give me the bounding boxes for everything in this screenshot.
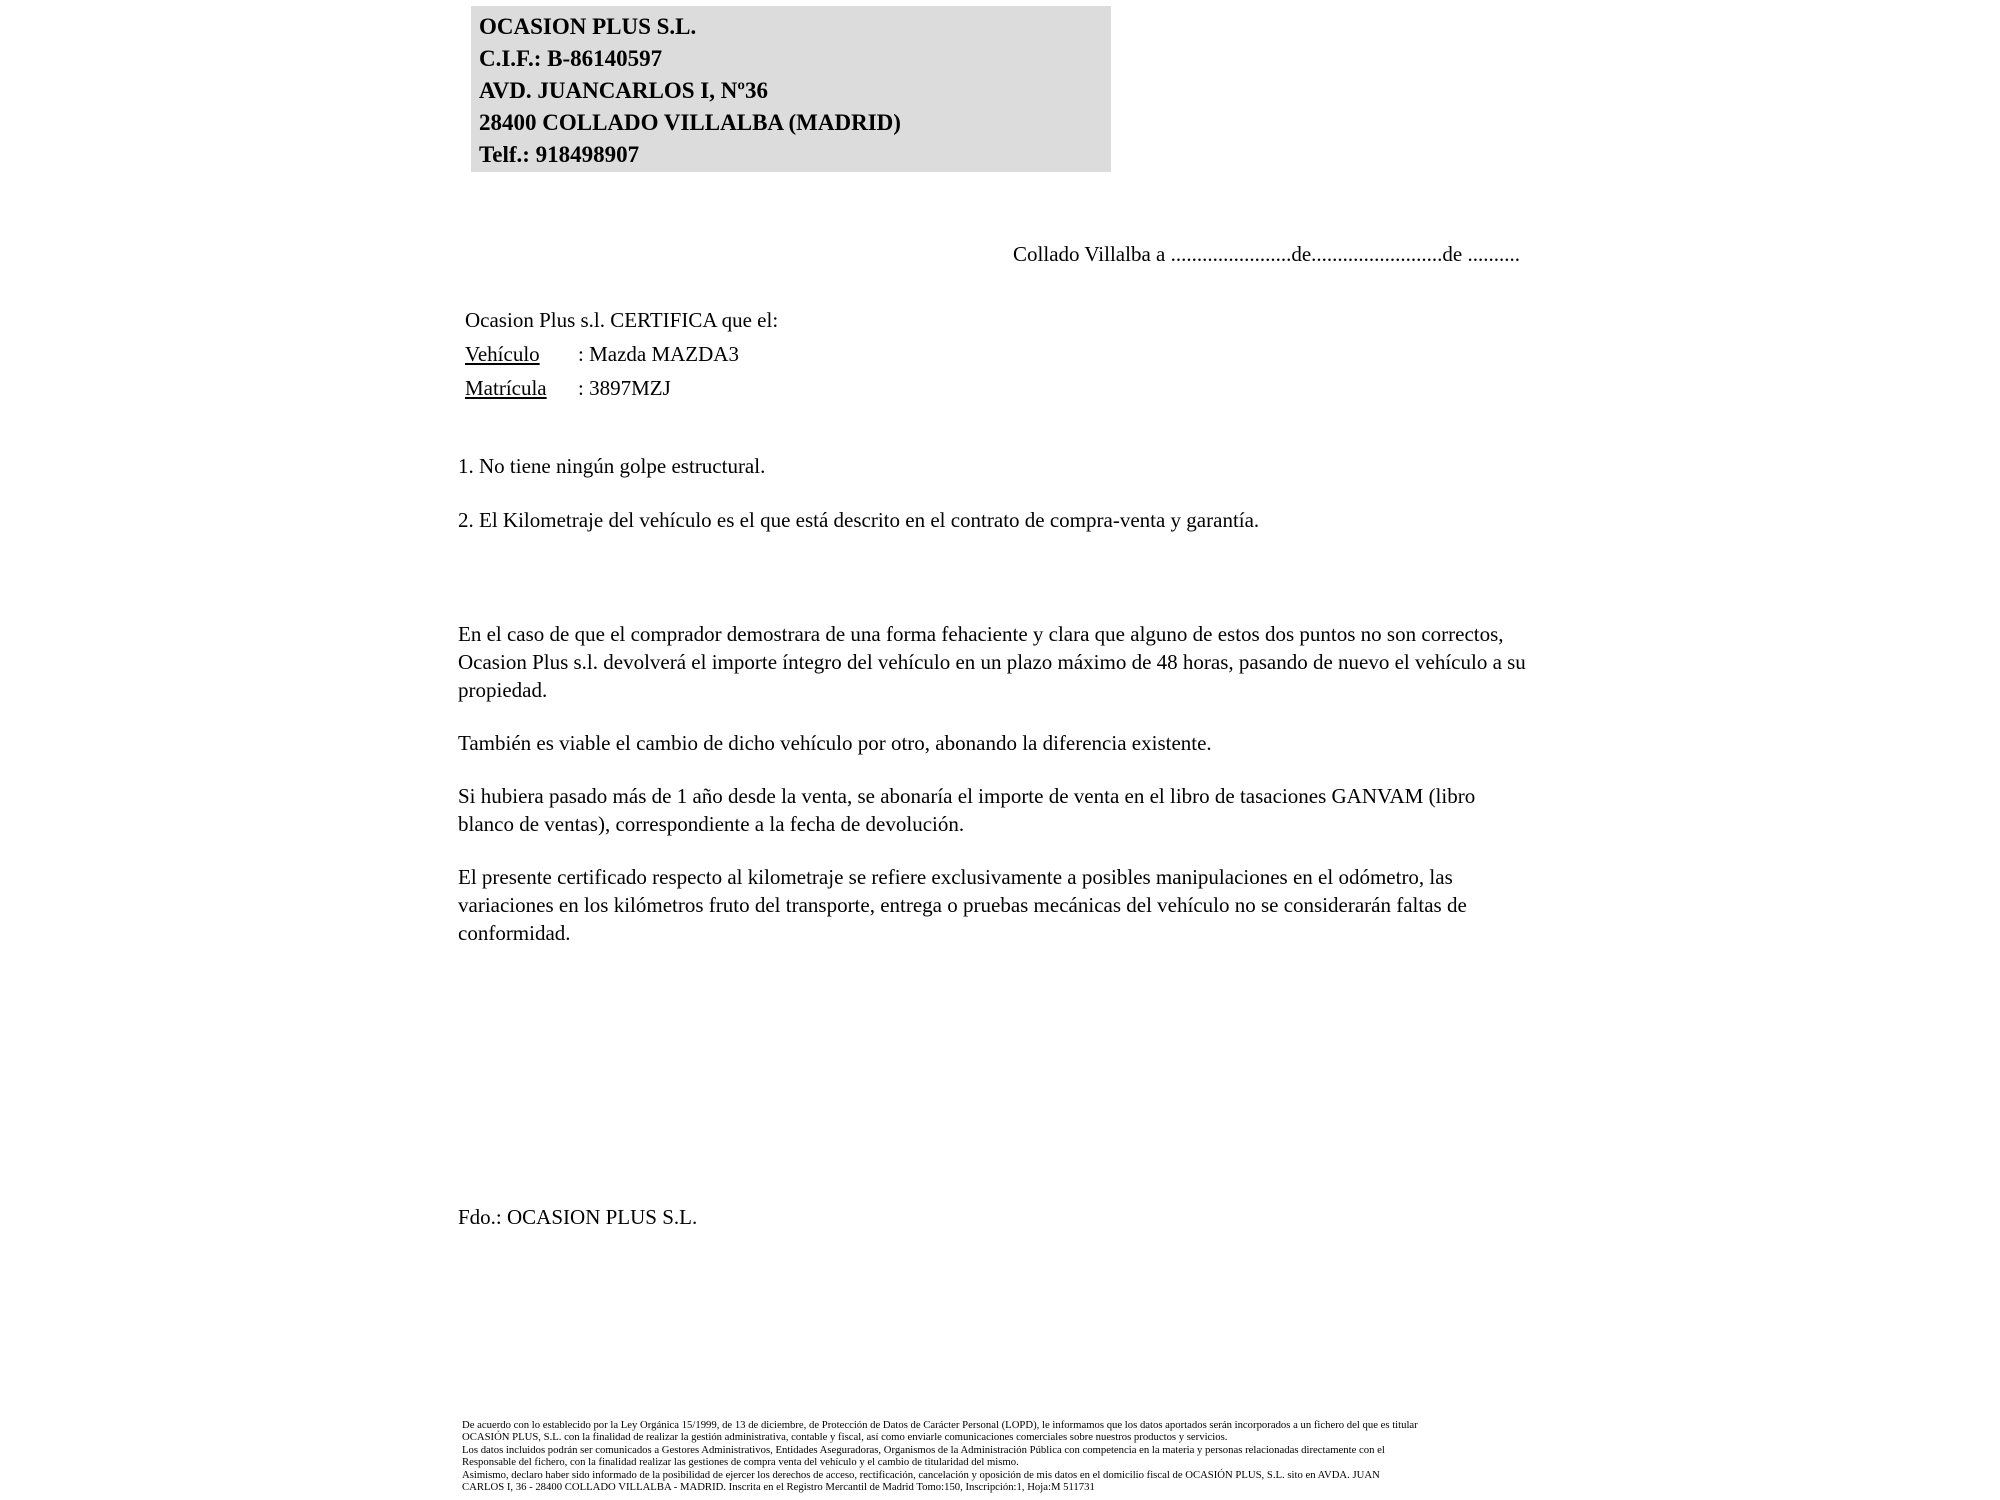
paragraph-exchange: También es viable el cambio de dicho vehículo por otro, abonando la diferencia existente. [458, 731, 1212, 755]
footer-line-3: Los datos incluidos podrán ser comunicados a Gestores Administrativos, Entidades Aseguradoras, Organismos de la Administración Pública con competencia en la materia y personas relacionadas directamente con el [462, 1443, 1385, 1456]
company-cif: C.I.F.: B-86140597 [479, 46, 663, 71]
plate-row [465, 371, 778, 405]
vehicle-row [465, 337, 778, 371]
footer-line-2: OCASIÓN PLUS, S.L. con la finalidad de realizar la gestión administrativa, contable y fiscal, así como enviarle comunicaciones comerciales sobre nuestros productos y servicios. [462, 1431, 1228, 1444]
footer-line-6: CARLOS I, 36 - 28400 COLLADO VILLALBA - MADRID. Inscrita en el Registro Mercantil de Madrid Tomo:150, Inscripción:1, Hoja:M 511731 [462, 1481, 1095, 1494]
plate-label-cell [465, 371, 578, 405]
footer-line-1: De acuerdo con lo establecido por la Ley Orgánica 15/1999, de 13 de diciembre, de Protección de Datos de Carácter Personal (LOPD), le informamos que los datos aportados serán incorporados a un fichero del que es titular [462, 1419, 1418, 1431]
body-paragraphs [458, 620, 1536, 972]
date-line: Collado Villalba a .......................de.........................de .......... [1013, 242, 1520, 266]
paragraph-valuation: Si hubiera pasado más de 1 año desde la venta, se abonaría el importe de venta en el libro de tasaciones GANVAM (libro blanco de ventas), correspondiente a la fecha de devolución. [458, 784, 1476, 836]
vehicle-label-cell [465, 337, 578, 371]
company-address: AVD. JUANCARLOS I, Nº36 [479, 78, 768, 103]
company-phone: Telf.: 918498907 [479, 142, 640, 167]
vehicle-label: Vehículo [465, 342, 540, 366]
signature-line: Fdo.: OCASION PLUS S.L. [458, 1205, 698, 1229]
company-name: OCASION PLUS S.L. [479, 14, 697, 39]
paragraph-refund: En el caso de que el comprador demostrara de una forma fehaciente y clara que alguno de estos dos puntos no son correctos, Ocasion Plus s.l. devolverá el importe íntegro del vehículo en un plazo máximo de 48 horas, pasando de nuevo el vehículo a su propiedad. [458, 622, 1526, 702]
footer-line-4: Responsable del fichero, con la finalidad realizar las gestiones de compra venta del vehículo y el cambio de titularidad del mismo. [462, 1456, 1019, 1469]
legal-footer [462, 1419, 1554, 1493]
plate-value: : 3897MZJ [578, 376, 671, 400]
footer-line-5: Asimismo, declaro haber sido informado de la posibilidad de ejercer los derechos de acceso, rectificación, cancelación y oposición de mis datos en el domicilio fiscal de OCASIÓN PLUS, S.L. sito en AVDA. JUAN [462, 1468, 1380, 1481]
certification-block [465, 303, 778, 405]
plate-label: Matrícula [465, 376, 547, 400]
conditions-list [458, 452, 1543, 560]
condition-item-1: 1. No tiene ningún golpe estructural. [458, 454, 766, 478]
condition-item-2: 2. El Kilometraje del vehículo es el que está descrito en el contrato de compra-venta y garantía. [458, 508, 1260, 532]
company-city: 28400 COLLADO VILLALBA (MADRID) [479, 110, 901, 135]
certification-intro: Ocasion Plus s.l. CERTIFICA que el: [465, 308, 779, 332]
vehicle-value: : Mazda MAZDA3 [578, 342, 739, 366]
paragraph-odometer: El presente certificado respecto al kilometraje se refiere exclusivamente a posibles manipulaciones en el odómetro, las variaciones en los kilómetros fruto del transporte, entrega o pruebas mecánicas del vehículo no se considerarán faltas de conformidad. [458, 865, 1467, 945]
company-header [471, 6, 1111, 172]
